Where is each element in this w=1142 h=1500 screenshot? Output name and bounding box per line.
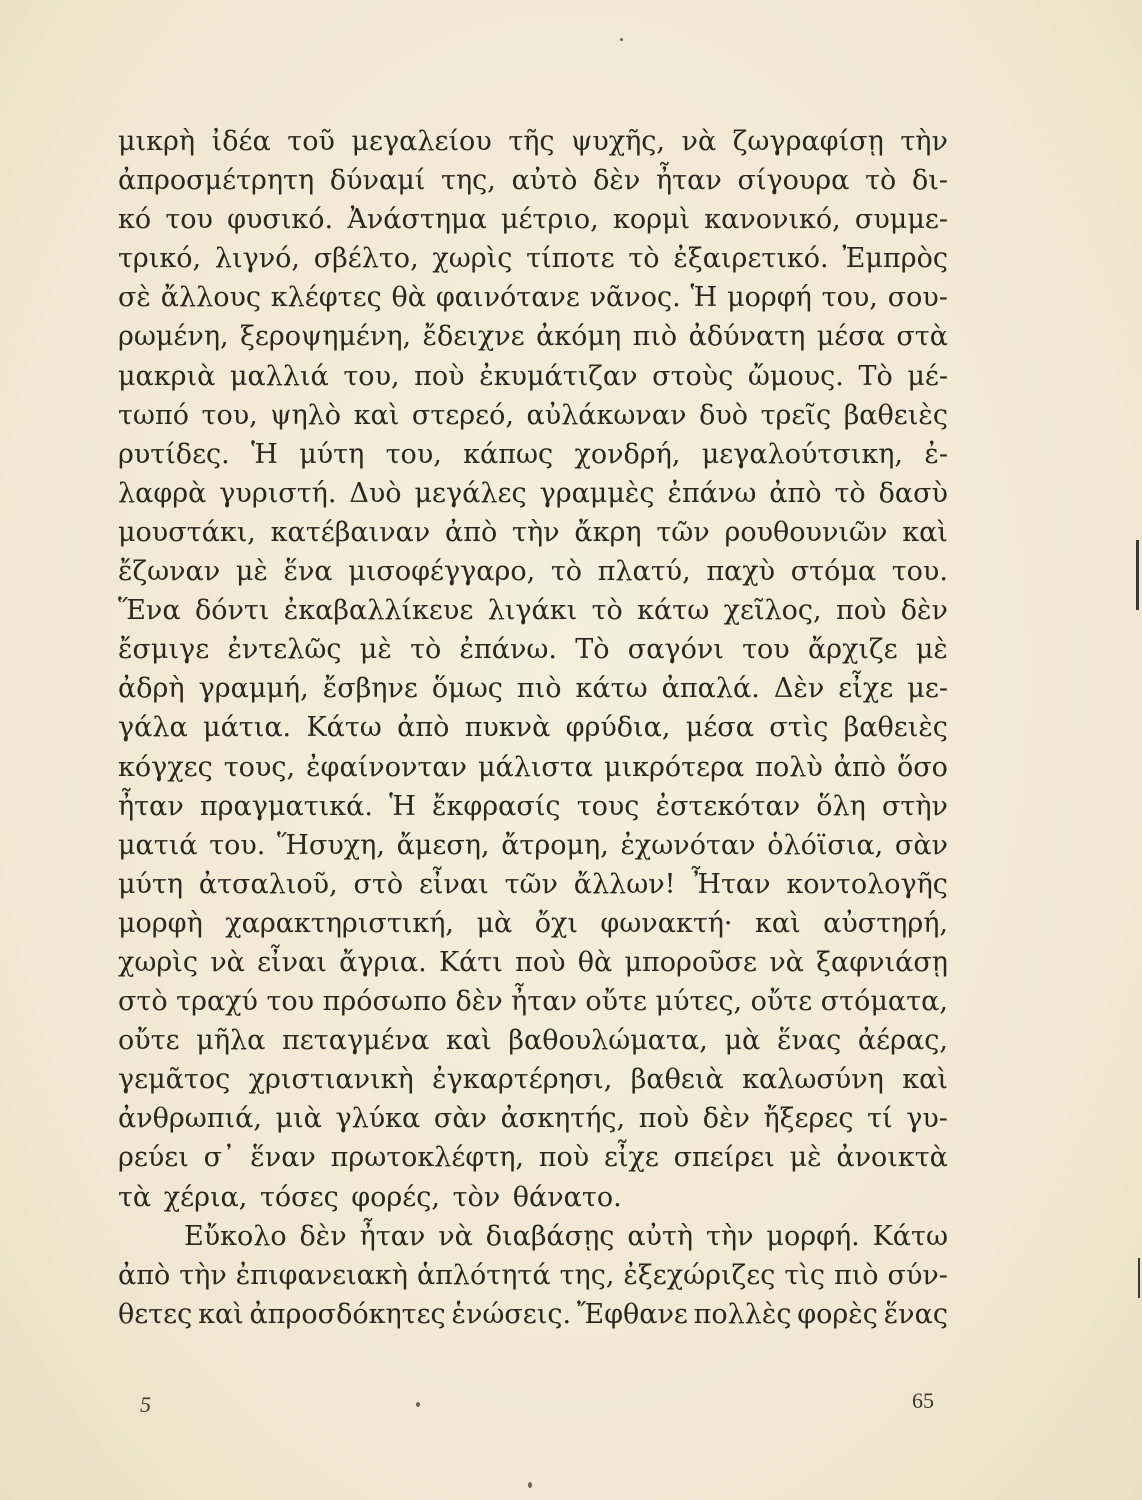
text-line: ἔζωναν μὲ ἕνα μισοφέγγαρο, τὸ πλατύ, παχὺ στόμα του. [118,556,948,588]
text-line: μορφὴ χαρακτηριστική, μὰ ὄχι φωνακτή· καὶ αὐστηρή, [118,907,948,939]
text-line: σὲ ἄλλους κλέφτες θὰ φαινότανε νᾶνος. Ἡ μορφή του, σου- [118,282,948,314]
text-line: οὔτε μῆλα πεταγμένα καὶ βαθουλώματα, μὰ ἕνας ἀέρας, [118,1025,948,1057]
text-line: τρικό, λιγνό, σβέλτο, χωρὶς τίποτε τὸ ἐξαιρετικό. Ἐμπρὸς [118,243,948,275]
signature-mark: 5 [140,1392,151,1417]
ink-speck [620,38,623,41]
ink-speck [528,1482,532,1488]
text-line: μακριὰ μαλλιά του, ποὺ ἐκυμάτιζαν στοὺς ὤμους. Τὸ μέ- [118,360,948,392]
text-line: τὰ χέρια, τόσες φορές, τὸν θάνατο. [118,1181,622,1213]
text-line: θετες καὶ ἀπροσδόκητες ἑνώσεις. Ἔφθανε πολλὲς φορὲς ἕνας [118,1298,948,1330]
text-line: χωρὶς νὰ εἶναι ἄγρια. Κάτι ποὺ θὰ μποροῦσε νὰ ξαφνιάσῃ [118,946,948,978]
text-line: ρυτίδες. Ἡ μύτη του, κάπως χονδρή, μεγαλούτσικη, ἐ- [118,438,948,470]
text-line: λαφρὰ γυριστή. Δυὸ μεγάλες γραμμὲς ἐπάνω ἀπὸ τὸ δασὺ [118,477,948,509]
text-line: ἀνθρωπιά, μιὰ γλύκα σὰν ἀσκητής, ποὺ δὲν ἤξερες τί γυ- [118,1103,948,1135]
text-line: ἀπροσμέτρητη δύναμί της, αὐτὸ δὲν ἦταν σίγουρα τὸ δι- [118,165,948,197]
text-line: τωπό του, ψηλὸ καὶ στερεό, αὐλάκωναν δυὸ τρεῖς βαθειὲς [118,399,948,431]
text-line: στὸ τραχύ του πρόσωπο δὲν ἦταν οὔτε μύτες, οὔτε στόματα, [118,986,948,1018]
text-line: ἦταν πραγματικά. Ἡ ἔκφρασίς τους ἐστεκόταν ὅλη στὴν [118,790,948,822]
text-line: Ἕνα δόντι ἐκαβαλλίκευε λιγάκι τὸ κάτω χεῖλος, ποὺ δὲν [118,595,948,627]
ink-speck [416,1402,420,1407]
text-line: γάλα μάτια. Κάτω ἀπὸ πυκνὰ φρύδια, μέσα στὶς βαθειὲς [118,712,948,744]
text-line: μικρὴ ἰδέα τοῦ μεγαλείου τῆς ψυχῆς, νὰ ζωγραφίσῃ τὴν [118,126,948,157]
text-line: ματιά του. Ἥσυχη, ἄμεση, ἄτρομη, ἐχωνόταν ὁλόϊσια, σὰν [118,829,948,861]
page-number: 65 [912,1388,934,1413]
text-line: ἀπὸ τὴν ἐπιφανειακὴ ἁπλότητά της, ἐξεχώριζες τὶς πιὸ σύν- [118,1259,948,1291]
text-line: μύτη ἀτσαλιοῦ, στὸ εἶναι τῶν ἄλλων! Ἦταν κοντολογῆς [118,868,948,900]
scan-edge-mark [1136,540,1139,610]
body-text [118,122,948,1334]
text-line: γεμᾶτος χριστιανικὴ ἐγκαρτέρησι, βαθειὰ καλωσύνη καὶ [118,1064,948,1096]
text-line: ρωμένη, ξεροψημένη, ἔδειχνε ἀκόμη πιὸ ἀδύνατη μέσα στὰ [118,321,948,353]
scan-edge-mark [1138,1258,1140,1298]
text-line: μουστάκι, κατέβαιναν ἀπὸ τὴν ἄκρη τῶν ρουθουνιῶν καὶ [118,516,948,548]
text-line: κό του φυσικό. Ἀνάστημα μέτριο, κορμὶ κανονικό, συμμε- [118,204,948,236]
text-line: κόγχες τους, ἐφαίνονταν μάλιστα μικρότερα πολὺ ἀπὸ ὅσο [118,751,948,783]
text-line: ἔσμιγε ἐντελῶς μὲ τὸ ἐπάνω. Τὸ σαγόνι του ἄρχιζε μὲ [118,634,948,666]
text-line: ρεύει σ᾿ ἕναν πρωτοκλέφτη, ποὺ εἶχε σπείρει μὲ ἀνοικτὰ [118,1142,948,1174]
text-line: Εὔκολο δὲν ἦταν νὰ διαβάσῃς αὐτὴ τὴν μορφή. Κάτω [184,1220,948,1252]
text-line: ἀδρὴ γραμμή, ἔσβηνε ὅμως πιὸ κάτω ἀπαλά. Δὲν εἶχε με- [118,673,948,705]
